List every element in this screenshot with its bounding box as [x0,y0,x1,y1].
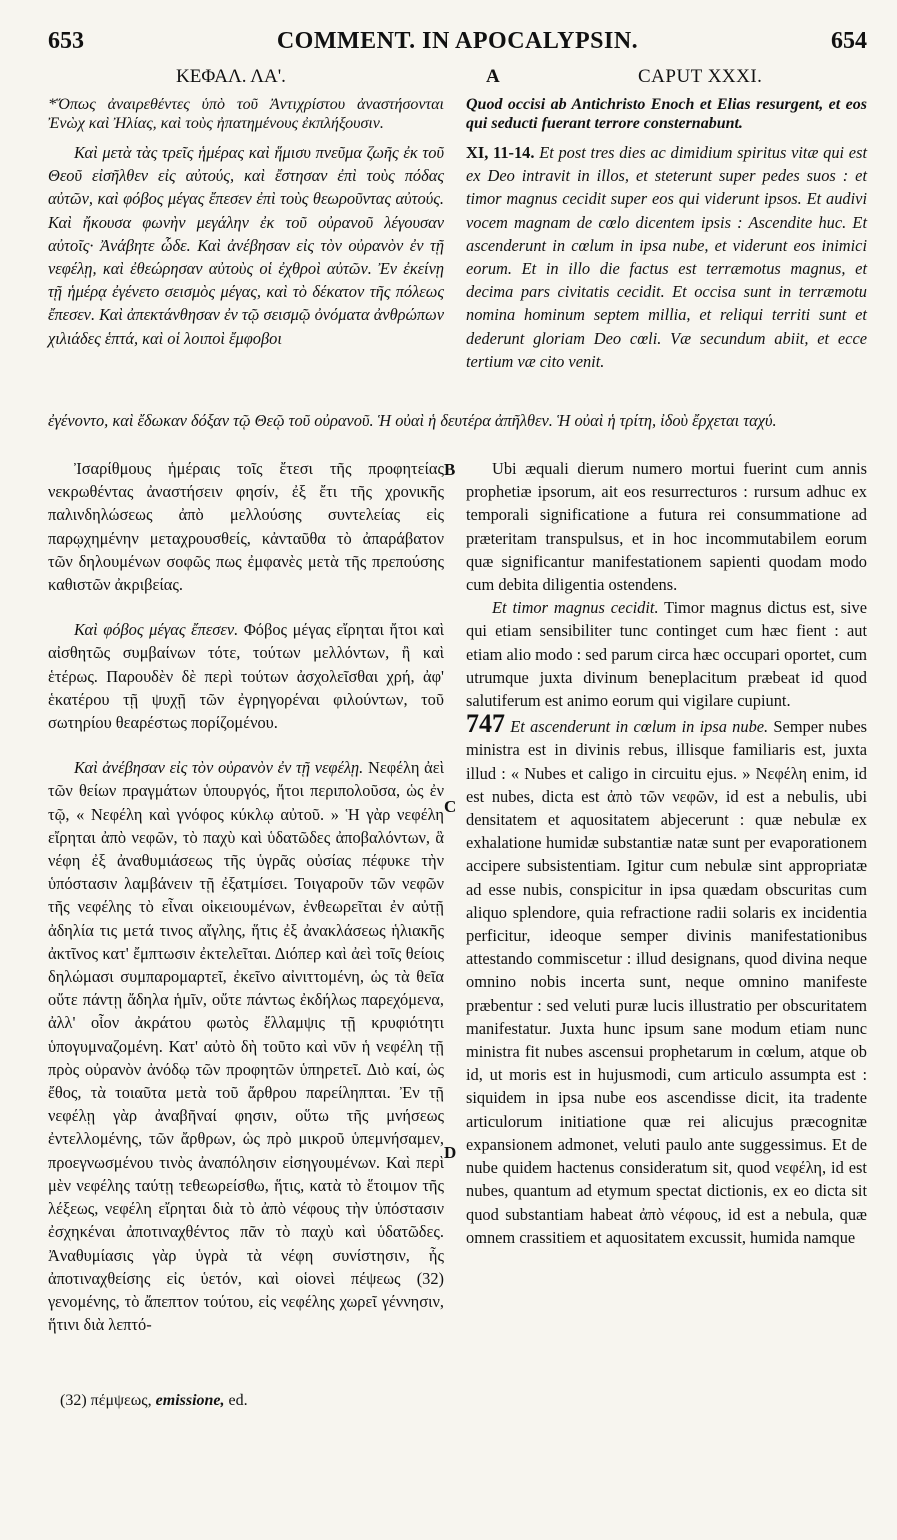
footnote-abbr: ed. [228,1392,248,1409]
greek-commentary-2 [48,618,444,734]
margin-letter-c: C [444,797,457,816]
margin-letter-d: D [444,1143,457,1162]
section-letter-a: A [486,66,500,87]
margin-letter-b: B [444,460,456,479]
greek-scripture-continuation: ἐγένοντο, καὶ ἔδωκαν δόξαν τῷ Θεῷ τοῦ οὐρανοῦ. Ἡ οὐαὶ ἡ δευτέρα ἀπῆλθεν. Ἡ οὐαὶ ἡ τρίτη, ἰδοὺ ἔρχεται ταχύ. [48,411,777,430]
latin-column-top [466,95,867,373]
footnote-greek-word: πέμψεως, [90,1392,152,1409]
page-number-left: 653 [48,28,84,54]
footnote-latin-word: emissione, [155,1392,225,1409]
column-number: 747 [466,709,505,739]
running-title: COMMENT. IN APOCALYPSIN. [276,28,639,54]
greek-commentary-3-body: Νεφέλη ἀεὶ τῶν θείων πραγμάτων ὑπουργός, ἤτοι περιπολοῦσα, ὡς ἐν τῷ, « Νεφέλη καὶ γνόφος κύκλῳ αὐτοῦ. » Ἡ γὰρ νεφέλη εἴρηται ἀπὸ νεφῶν, τὸ παχὺ καὶ ὑδατῶδες ἀποβαλόντων, ἃ νέφη ἐξ ἀναθυμιάσεως τῆς ὑγρᾶς οὐσίας πέφυκε τὴν ὑπόστασιν λαμβάνειν τῇ ἐξατμίσει. Τοιγαροῦν τῶν νεφῶν τῆς νεφέλης τὸ εἶναι οἰκειουμένων, ἐνθεωρεῖται ἐν αὐτῇ ἀδηλία τις μετά τινος αἴγλης, ἥτις ἐξ ἀνακλάσεως ἡλιακῆς ἀκτῖνος κατ' ἔμπτωσιν ἐκτελεῖται. Διόπερ καὶ ἀεὶ τοῖς θείοις δηλώμασι συμπαρομαρτεῖ, ἐκεῖνο αἰνιττομένη, ὡς τὰ θεῖα οὔτε πάντῃ ἄδηλα ἡμῖν, οὔτε πάντως ἐκδήλως παρεχόμενα, ἀλλ' οἷον ἀκράτου φωτὸς ἔλλαμψις τῇ κρυφιότητι ὑπογυμναζομένη. Κατ' αὐτὸ δὴ τοῦτο καὶ νῦν ἡ νεφέλη τῇ πρὸς οὐρανὸν ἀνόδῳ τῶν προφητῶν ὑπηρετεῖ. Διὸ καί, ὡς ἔθος, τὰ τοιαῦτα μετὰ τοῦ ἄρθρου παρείληπται. Ἐν τῇ νεφέλῃ γὰρ ἀναβῆναί φησιν, οὕτω τῆς μνήσεως ἐντελλομένης, τῶν ἄρθρων, ὡς πρὸ μικροῦ ὑπεμνήσαμεν, προεγνωσμένου τινὸς ἀναπόλησιν εἰσηγουμένων. Καὶ περὶ μὲν νεφέλης ταύτῃ τεθεωρείσθω, ἥτις, κατὰ τὸ ἕτοιμον τῆς λέξεως, νεφέλη εἴρηται διὰ τὸ ἀπὸ νέφους τὴν ὑπόστασιν ἐσχηκέναι ἀποτιναχθέντος πᾶν τὸ παχὺ καὶ ὑδατῶδες. Ἀναθυμίασις γὰρ ὑγρὰ τὰ νέφη συνίστησιν, ἧς ἀποτιναχθείσης εἰς ὑετόν, καὶ οἱονεὶ πέψεως (32) γενομένης, τὸ ἄπεπτον τούτου, εἰς νεφέλης χωρεῖ γέννησιν, ἥτινι διὰ λεπτό- [48,758,444,1335]
latin-commentary-2 [466,596,867,712]
chapter-heading-row [48,66,867,92]
latin-scripture-text [466,141,867,373]
verse-reference: XI, 11-14. [466,143,535,162]
greek-commentary-3 [48,756,444,1336]
greek-lemma-3: Καὶ ἀνέβησαν εἰς τὸν οὐρανὸν ἐν τῇ νεφέλῃ. [74,758,364,778]
latin-commentary-2-body: Timor magnus dictus est, sive qui etiam sensibiliter tunc continget cum hæc fient : aut etiam alio modo : sed parum circa hæc occupari oportet, cum utrumque juxta divinum beneplacitum præbeat id quod salutiferum est animo eorum qui vigilare cupiunt. [466,598,867,711]
latin-lemma-3: Et ascenderunt in cœlum in ipsa nube. [510,717,769,737]
greek-scripture-text: Καὶ μετὰ τὰς τρεῖς ἡμέρας καὶ ἥμισυ πνεῦμα ζωῆς ἐκ τοῦ Θεοῦ εἰσῆλθεν εἰς αὐτούς, καὶ ἔστησαν ἐπὶ τοὺς πόδας αὐτῶν, καὶ φόβος μέγας ἔπεσεν ἐπὶ τοὺς θεωροῦντας αὐτούς. Καὶ ἤκουσα φωνὴν μεγάλην ἐκ τοῦ οὐρανοῦ λέγουσαν αὐτοῖς· Ἀνάβητε ὧδε. Καὶ ἀνέβησαν εἰς τὸν οὐρανὸν ἐν τῇ νεφέλῃ, καὶ ἐθεώρησαν αὐτοὺς οἱ ἐχθροὶ αὐτῶν. Ἐν ἐκείνῃ τῇ ἡμέρᾳ ἐγένετο σεισμὸς μέγας, καὶ τὸ δέκατον τῆς πόλεως ἔπεσεν. Καὶ ἀπεκτάνθησαν ἐν τῷ σεισμῷ ὀνόματα ἀνθρώπων χιλιάδες ἑπτά, καὶ οἱ λοιποὶ ἔμφοβοι [48,143,444,348]
footnote [60,1392,440,1410]
latin-commentary-1: Ubi æquali dierum numero mortui fuerint cum annis prophetiæ ipsorum, ait eos resurrecturos : rursum adhuc ex temporali significatione a futura rei consummatione ad præteritam transpulsus, et in hoc incommutabilem eorum quæ significantur manifestationem sapienti quodam modo cum debita diligentia ostendens. [466,459,867,595]
latin-commentary-3 [466,709,867,1249]
greek-chapter-heading: ΚΕΦΑΛ. ΛΑ'. [176,66,286,87]
running-header [48,28,867,62]
latin-scripture-body: Et post tres dies ac dimidium spiritus vitæ qui est ex Deo intravit in illos, et steterunt super pedes suos : et timor magnus cecidit super eos qui viderunt ipsos. Et audivi vocem magnam de cœlo dicentem ipsis : Ascendite huc. Et ascenderunt in cœlum in ipsa nube, et viderunt eos inimici eorum. Et in illo die factus est terræmotus magnus, et decima pars civitatis cecidit. Et occisa sunt in terræmotu nomina hominum septem millia, et reliqui territi sunt et dederunt gloriam Deo cœli. Væ secundum abiit, et ecce tertium væ cito venit. [466,143,867,371]
footnote-number: (32) [60,1392,87,1409]
latin-lemma-2: Et timor magnus cecidit. [492,598,659,618]
greek-chapter-summary: *Ὅπως ἀναιρεθέντες ὑπὸ τοῦ Ἀντιχρίστου ἀναστήσονται Ἐνὼχ καὶ Ἠλίας, καὶ τοὺς ἠπατημένους ἐκπλήξουσιν. [48,96,444,132]
greek-lemma-2: Καὶ φόβος μέγας ἔπεσεν. [74,620,239,640]
latin-chapter-heading: CAPUT XXXI. [638,66,763,87]
greek-commentary-2-body: Φόβος μέγας εἴρηται ἤτοι καὶ αἰσθητῶς συμβαίνων τότε, τούτων μελλόντων, ἢ καὶ ἑτέρως. Παρουδὲν δὲ περὶ τούτων ἀσχολεῖσθαι χρή, ἀφ' ἑκατέρου τῇ ψυχῇ τῶν ἐγρηγορέναι φιλούντων, τοῦ σωτηρίου θεαρέστως πορίζομένου. [48,620,445,733]
page-number-right: 654 [831,28,867,54]
latin-chapter-summary: Quod occisi ab Antichristo Enoch et Elias resurgent, et eos qui seducti fuerant terrore consternabunt. [466,96,867,132]
greek-commentary-1: Ἰσαρίθμους ἡμέραις τοῖς ἔτεσι τῆς προφητείας νεκρωθέντας ἀναστήσειν φησίν, ἐξ ἔτι τῆς χρονικῆς παλινδηλώσεως ἀπὸ μελλούσης συντελείας εἰς παρῳχημένην μεταχρουσθείς, κἀνταῦθα τὸ ἀπαράβατον τῶν δηλουμένων σοφῶς πως ἐμφανὲς μετὰ τῆς πρεπούσης καθιστῶν ἀκριβείας. [48,459,444,595]
latin-column-bottom [466,457,867,1249]
greek-column-top [48,95,444,350]
greek-column-bottom [48,457,444,1336]
latin-commentary-3-body: Semper nubes ministra est in divinis rebus, illisque familiaris est, juxta illud : « Nubes et caligo in circuitu ejus. » Νεφέλη enim, id est nubes, dicta est ἀπὸ τῶν νεφῶν, id est a nebulis, ubi densitatem et aquositatem abjecerunt : quæ nebulæ ex exhalatione humidæ substantiæ natæ sunt per evaporationem accipere subsistentiam. Igitur cum nebulæ sint appropriatæ ad esse nubis, conspicitur in ipsa quædam obscuritas cum aliquo splendore, quia refractione radii solaris ex incidentia perficitur, ideoque semper divinis manifestationibus attestando commiscetur : illud designans, quod divina neque omnino nobis incerta sunt, neque omnino manifeste præbentur : sed veluti puræ lucis illustratio per obscuritatem manifestatur. Juxta hunc ipsum sane modum etiam nunc ministra fit nubes ascensui prophetarum in cœlum, atque ob id, ut moris est in hujusmodi, cum articulo assumpta est : siquidem in ipsa nube eos ascendisse dicit, ita tradente articulorum initiatione quæ rei alicujus præcognitæ expansionem admonet, veluti paulo ante suggessimus. Et de nube quidem hactenus consideratum sit, quod νεφέλη, id est nubes, quantum ad etymum spectat dictionis, ex eo dicta sit quod substantiam habeat ἀπὸ νέφους, id est a nebula, quæ omnem crassitiem et aquositatem excussit, humida namque [466,717,867,1247]
